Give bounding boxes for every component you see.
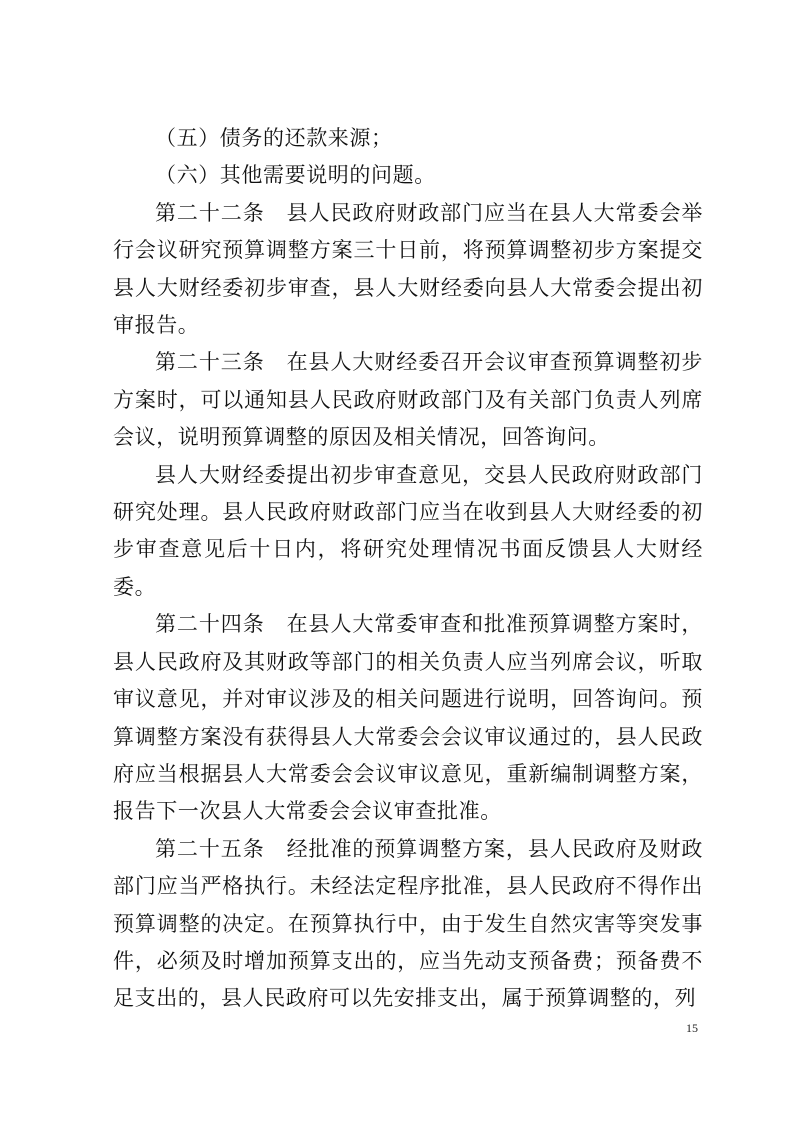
page-number: 15 [686,1021,698,1035]
article-22-paragraph: 第二十二条 县人民政府财政部门应当在县人大常委会举行会议研究预算调整方案三十日前，将预算调整初步方案提交县人大财经委初步审查，县人大财经委向县人大常委会提出初审报告。 [113,200,703,338]
article-23-paragraph: 第二十三条 在县人大财经委召开会议审查预算调整初步方案时，可以通知县人民政府财政部门及有关部门负责人列席会议，说明预算调整的原因及相关情况，回答询问。 [113,350,703,450]
body-text [113,120,703,1018]
paragraph-item-6: （六）其他需要说明的问题。 [155,163,436,188]
article-25-paragraph: 第二十五条 经批准的预算调整方案，县人民政府及财政部门应当严格执行。未经法定程序批准，县人民政府不得作出预算调整的决定。在预算执行中，由于发生自然灾害等突发事件，必须及时增加预算支出的，应当先动支预备费；预备费不足支出的，县人民政府可以先安排支出，属于预算调整的，列 [113,836,703,1011]
article-24-paragraph: 第二十四条 在县人大常委审查和批准预算调整方案时，县人民政府及其财政等部门的相关负责人应当列席会议，听取审议意见，并对审议涉及的相关问题进行说明，回答询问。预算调整方案没有获得县人大常委会会议审议通过的，县人民政府应当根据县人大常委会会议审议意见，重新编制调整方案，报告下一次县人大常委会会议审查批准。 [113,612,703,824]
article-23-continuation-paragraph: 县人大财经委提出初步审查意见，交县人民政府财政部门研究处理。县人民政府财政部门应当在收到县人大财经委的初步审查意见后十日内，将研究处理情况书面反馈县人大财经委。 [113,462,703,599]
paragraph-item-5: （五）债务的还款来源； [155,126,393,150]
